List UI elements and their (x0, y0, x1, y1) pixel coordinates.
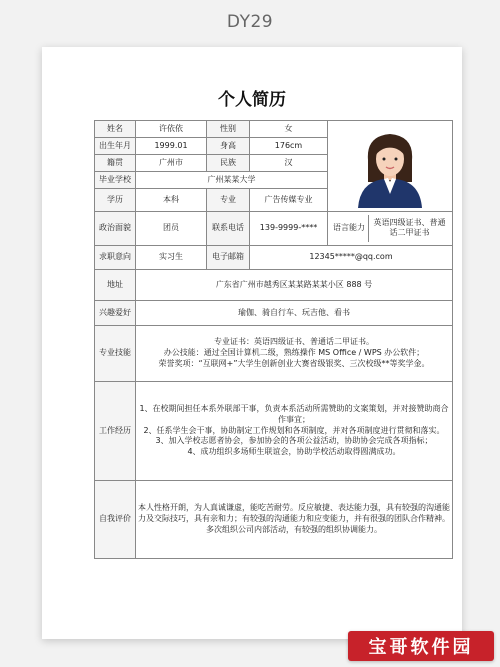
evaluation-content: 本人性格开朗，为人真诚谦虚，能吃苦耐劳。反应敏捷、表达能力强，具有较强的沟通能力及交际技巧，具有亲和力；有较强的沟通能力和应变能力，并有很强的团队合作精神。多次组织公司内部活动，有较强的组织协调能力。 (136, 481, 453, 559)
name-label: 姓名 (95, 121, 136, 138)
language-value: 英语四级证书、普通话二甲证书 (373, 217, 446, 238)
skills-line: 荣誉奖项：“互联网+”大学生创新创业大赛省级银奖、三次校级**等奖学金。 (158, 358, 430, 368)
politics-label: 政治面貌 (95, 212, 136, 246)
row-job (95, 246, 453, 270)
experience-line: 4、成功组织多场师生联谊会，协助学校活动取得圆满成功。 (187, 447, 401, 457)
resume-table (94, 120, 453, 559)
experience-label: 工作经历 (95, 382, 136, 481)
experience-line: 1、在校期间担任本系外联部干事，负责本系活动所需赞助的文案策划，并对接赞助商合作事宜； (139, 404, 449, 424)
resume-sheet (42, 47, 462, 639)
height-label: 身高 (207, 138, 250, 155)
address-label: 地址 (95, 270, 136, 301)
avatar-icon (348, 124, 432, 208)
photo-cell (328, 121, 453, 212)
skills-line: 专业证书：英语四级证书、普通话二甲证书。 (214, 337, 374, 347)
phone-label: 联系电话 (207, 212, 250, 246)
education-label: 学历 (95, 189, 136, 212)
row-politics (95, 212, 453, 246)
hobby-label: 兴趣爱好 (95, 301, 136, 326)
birth-label: 出生年月 (95, 138, 136, 155)
major-label: 专业 (207, 189, 250, 212)
row-evaluation (95, 481, 453, 559)
job-value: 实习生 (136, 246, 207, 270)
hobby-value: 瑜伽、骑自行车、玩吉他、看书 (136, 301, 453, 326)
school-label: 毕业学校 (95, 172, 136, 189)
skills-line: 办公技能：通过全国计算机二级，熟练操作 MS Office / WPS 办公软件； (163, 348, 425, 358)
row-address (95, 270, 453, 301)
job-label: 求职意向 (95, 246, 136, 270)
ethnicity-value: 汉 (250, 155, 328, 172)
birth-value: 1999.01 (136, 138, 207, 155)
experience-line: 2、任系学生会干事，协助制定工作规划和各项制度，并对各项制度进行贯彻和落实。 (143, 425, 445, 435)
education-value: 本科 (136, 189, 207, 212)
skills-label: 专业技能 (95, 326, 136, 382)
origin-value: 广州市 (136, 155, 207, 172)
gender-value: 女 (250, 121, 328, 138)
watermark-logo: 宝哥软件园 (348, 631, 494, 661)
gender-label: 性别 (207, 121, 250, 138)
school-value: 广州某某大学 (136, 172, 328, 189)
document-code: DY29 (226, 12, 274, 32)
origin-label: 籍贯 (95, 155, 136, 172)
height-value: 176cm (250, 138, 328, 155)
address-value: 广东省广州市越秀区某某路某某小区 888 号 (136, 270, 453, 301)
politics-value: 团员 (136, 212, 207, 246)
resume-title: 个人简历 (218, 90, 286, 110)
row-experience (95, 382, 453, 481)
row-hobby (95, 301, 453, 326)
email-label: 电子邮箱 (207, 246, 250, 270)
row-name (95, 121, 453, 138)
evaluation-label: 自我评价 (95, 481, 136, 559)
skills-content (136, 326, 453, 382)
email-value: 12345*****@qq.com (250, 246, 453, 270)
experience-content (136, 382, 453, 481)
language-cell (328, 212, 453, 246)
ethnicity-label: 民族 (207, 155, 250, 172)
name-value: 许依依 (136, 121, 207, 138)
language-label: 语言能力 (330, 215, 369, 242)
experience-line: 3、加入学校志愿者协会，参加协会的各项公益活动，协助协会完成各项指标； (155, 436, 433, 446)
row-skills (95, 326, 453, 382)
phone-value: 139-9999-**** (250, 212, 328, 246)
major-value: 广告传媒专业 (250, 189, 328, 212)
